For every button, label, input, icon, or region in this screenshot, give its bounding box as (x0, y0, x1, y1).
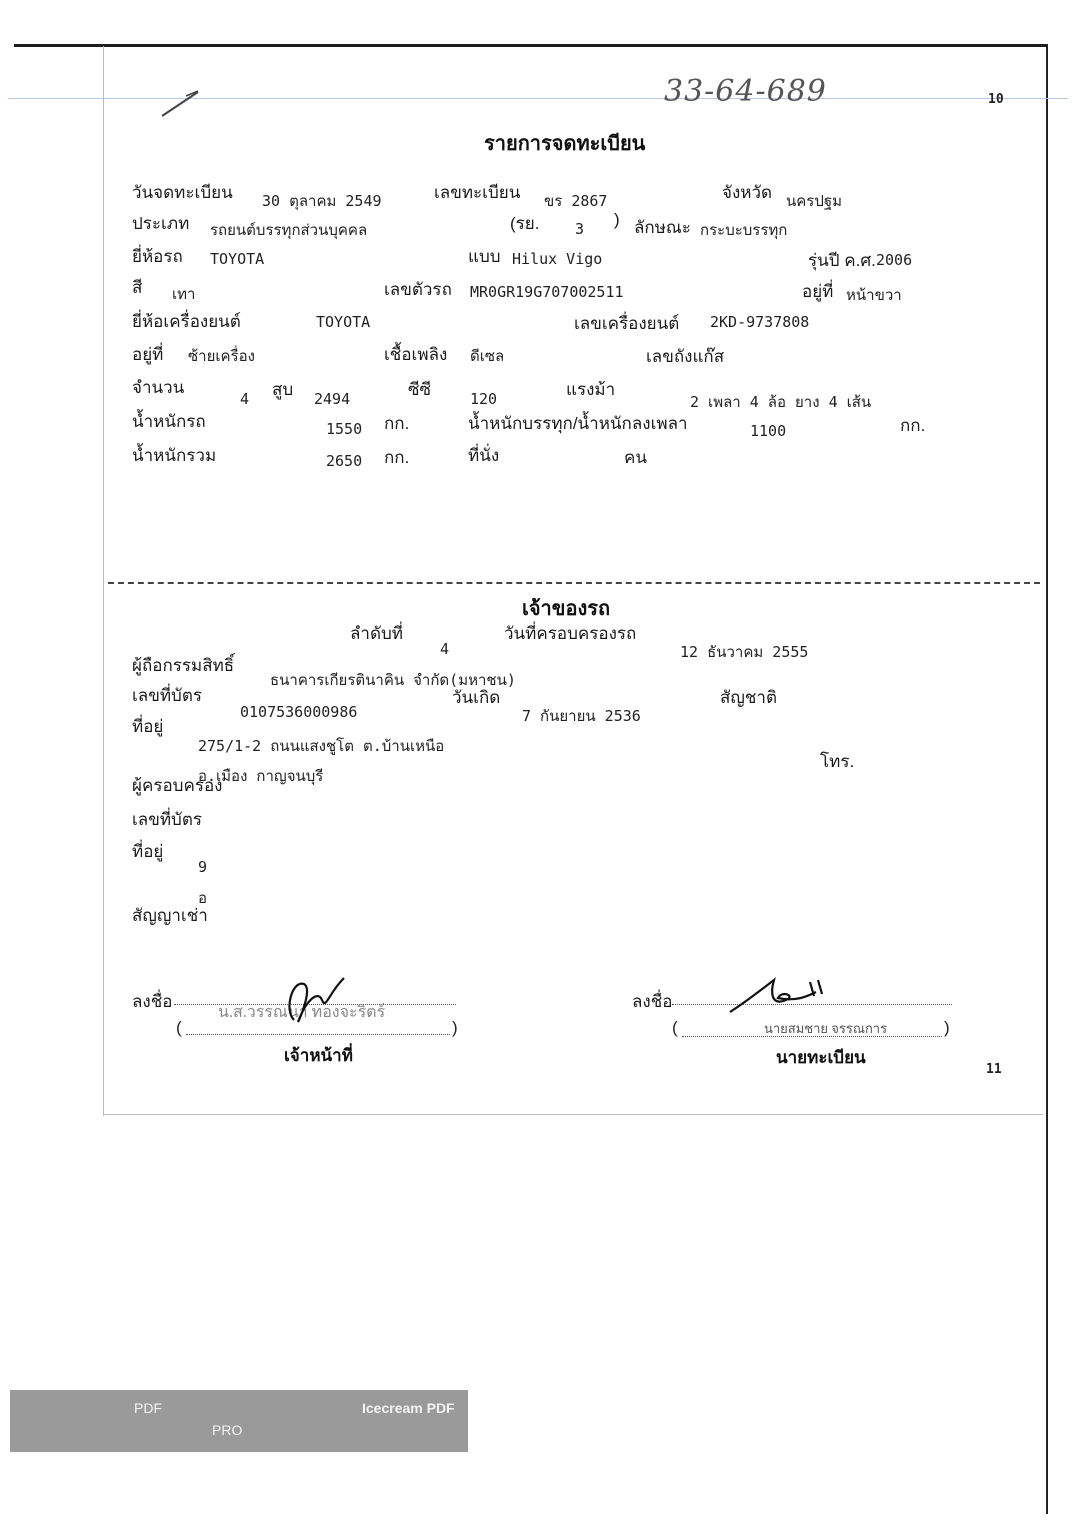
watermark-pro: PRO (212, 1422, 243, 1438)
registrar-paren-open: ( (672, 1018, 678, 1037)
officer-paren-close: ) (452, 1018, 458, 1037)
hp-value: 120 (470, 390, 498, 408)
engine-no-value: 2KD-9737808 (710, 313, 810, 331)
registrar-name: นายสมชาย จรรณการ (764, 1021, 888, 1036)
officer-name: น.ส.วรรณนา ทองจะริตร์ (218, 1004, 386, 1021)
gross-value: 2650 (326, 452, 363, 470)
engine-make-value: TOYOTA (316, 313, 371, 331)
cylinders-unit: สูบ (272, 380, 294, 399)
watermark-banner (10, 1390, 468, 1452)
handwritten-file-number: 33-64-689 (664, 74, 827, 109)
class-close: ) (614, 210, 620, 229)
engine-make-label: ยี่ห้อเครื่องยนต์ (132, 312, 241, 331)
type-value: รถยนต์บรรทุกส่วนบุคคล (210, 221, 368, 239)
officer-sign-label: ลงชื่อ (132, 992, 173, 1011)
nationality-label: สัญชาติ (720, 688, 777, 707)
gross-unit: กก. (384, 448, 410, 467)
engine-pos-value: ซ้ายเครื่อง (188, 347, 255, 365)
owner-section-title: เจ้าของรถ (522, 598, 611, 620)
type-label: ประเภท (132, 214, 190, 233)
page-number-bottom: 11 (986, 1062, 1002, 1077)
possession-date: 12 ธันวาคม 2555 (680, 643, 809, 661)
chassis-value: MR0GR19G707002511 (470, 283, 624, 301)
model-value: Hilux Vigo (512, 250, 603, 268)
address2-fragment2: อ (198, 889, 208, 907)
seats-label: ที่นั่ง (468, 446, 500, 465)
lease-label: สัญญาเช่า (132, 906, 208, 925)
address-line2: อ.เมือง กาญจนบุรี (198, 767, 324, 785)
registrar-signature-icon (726, 972, 836, 1024)
holder-label: ผู้ถือกรรมสิทธิ์ (132, 656, 235, 675)
body-value: กระบะบรรทุก (700, 221, 788, 239)
registrar-title: นายทะเบียน (776, 1048, 866, 1067)
make-value: TOYOTA (210, 250, 265, 268)
fuel-label: เชื้อเพลิง (384, 345, 448, 364)
load-value: 1100 (750, 422, 787, 440)
axles-value: 2 เพลา 4 ล้อ ยาง 4 เส้น (690, 393, 872, 411)
registrar-name-line (682, 1036, 942, 1037)
year-label: รุ่นปี ค.ศ. (808, 251, 876, 270)
card2-label: เลขที่บัตร (132, 810, 203, 829)
class-label: (รย. (510, 214, 540, 233)
reg-date-value: 30 ตุลาคม 2549 (262, 192, 382, 210)
chassis-label: เลขตัวรถ (384, 280, 452, 299)
phone-label: โทร. (820, 752, 855, 771)
registrar-sign-label: ลงชื่อ (632, 992, 673, 1011)
fuel-value: ดีเซล (470, 347, 505, 365)
cylinders-value: 4 (240, 390, 250, 408)
officer-title: เจ้าหน้าที่ (284, 1046, 353, 1065)
load-unit: กก. (900, 416, 926, 435)
registrar-paren-close: ) (944, 1018, 950, 1037)
check-mark-icon (158, 86, 204, 122)
model-label: แบบ (468, 247, 501, 266)
section-separator (108, 582, 1040, 584)
order-value: 4 (440, 640, 450, 658)
possessor-label: ผู้ครอบครอง (132, 776, 223, 795)
page-number-top: 10 (988, 92, 1004, 107)
officer-paren-open: ( (176, 1018, 182, 1037)
gross-label: น้ำหนักรวม (132, 446, 217, 465)
officer-name-line (186, 1034, 450, 1035)
engine-no-label: เลขเครื่องยนต์ (574, 314, 680, 333)
seats-unit: คน (624, 448, 647, 467)
birth-label: วันเกิด (452, 688, 501, 707)
card-label: เลขที่บัตร (132, 686, 203, 705)
gas-tank-label: เลขถังแก๊ส (646, 347, 725, 366)
address2-label: ที่อยู่ (132, 842, 164, 861)
body-label: ลักษณะ (634, 218, 691, 237)
load-label: น้ำหนักบรรทุก/น้ำหนักลงเพลา (468, 414, 688, 433)
chassis-pos-value: หน้าขวา (846, 286, 902, 304)
province-value: นครปฐม (786, 192, 843, 210)
officer-signature-icon (278, 970, 348, 1030)
bottom-scan-edge (103, 1114, 1043, 1115)
reg-date-label: วันจดทะเบียน (132, 183, 233, 202)
hp-unit: แรงม้า (566, 380, 616, 399)
weight-value: 1550 (326, 420, 363, 438)
birth-value: 7 กันยายน 2536 (522, 707, 641, 725)
make-label: ยี่ห้อรถ (132, 247, 183, 266)
address2-fragment1: 9 (198, 858, 208, 876)
weight-unit: กก. (384, 414, 410, 433)
order-label: ลำดับที่ (350, 624, 404, 643)
watermark-pdf: PDF (134, 1400, 162, 1416)
color-label: สี (132, 278, 143, 297)
class-value: 3 (575, 220, 585, 238)
top-border-line (14, 44, 1048, 47)
left-scan-edge (103, 46, 104, 1116)
document-title: รายการจดทะเบียน (484, 133, 646, 155)
cc-unit: ซีซี (408, 380, 432, 399)
address-line1: 275/1-2 ถนนแสงชูโต ต.บ้านเหนือ (198, 737, 445, 755)
engine-pos-label: อยู่ที่ (132, 345, 164, 364)
chassis-pos-label: อยู่ที่ (802, 282, 834, 301)
cc-value: 2494 (314, 390, 351, 408)
year-value: 2006 (876, 251, 913, 269)
plate-value: ขร 2867 (544, 192, 608, 210)
count-label: จำนวน (132, 378, 185, 397)
right-border-line (1046, 44, 1048, 1514)
province-label: จังหวัด (722, 183, 773, 202)
holder-value: ธนาคารเกียรตินาคิน จำกัด(มหาชน) (270, 671, 516, 689)
possession-label: วันที่ครอบครองรถ (504, 624, 637, 643)
plate-label: เลขทะเบียน (434, 183, 521, 202)
address-label: ที่อยู่ (132, 717, 164, 736)
card-value: 0107536000986 (240, 703, 358, 721)
watermark-brand: Icecream PDF (362, 1400, 455, 1416)
color-value: เทา (172, 285, 196, 303)
weight-label: น้ำหนักรถ (132, 412, 206, 431)
